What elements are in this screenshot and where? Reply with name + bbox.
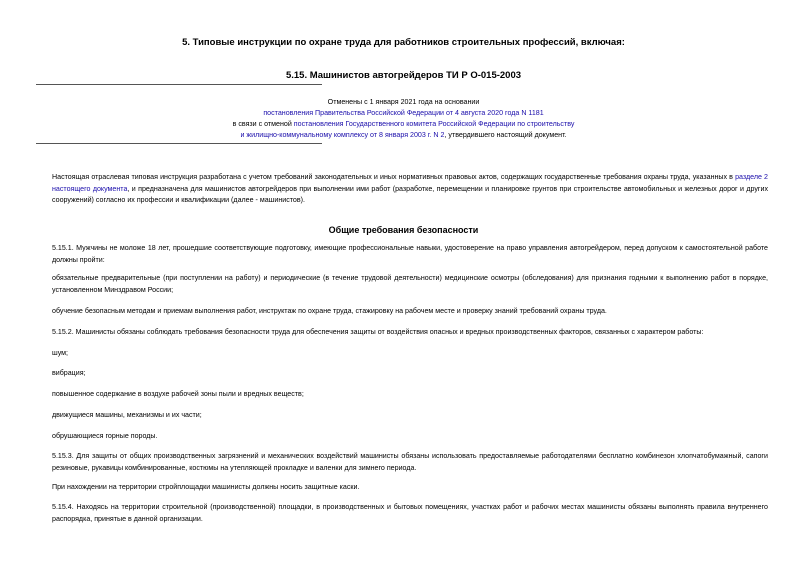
factor-noise: шум; [52, 349, 69, 357]
paragraph-5-15-2: 5.15.2. Машинисты обязаны соблюдать требования безопасности труда для обеспечения защиты от воздействия опасных и вредных производственных факторов, связанных с характером работы: [52, 328, 704, 336]
factor-vibration: вибрация; [52, 369, 86, 377]
gosstroy-decree-link-cont[interactable]: и жилищно-коммунальному комплексу от 8 января 2003 г. N 2 [240, 131, 445, 139]
intro-paragraph [52, 172, 768, 207]
government-decree-link[interactable]: постановления Правительства Российской Федерации от 4 августа 2020 года N 1181 [263, 109, 544, 117]
repeal-note-tail: , утвердившего настоящий документ. [444, 131, 567, 139]
divider-top [36, 84, 322, 85]
factor-machinery: движущиеся машины, механизмы и их части; [52, 411, 202, 419]
repeal-note-text: в связи с отменой [232, 120, 294, 128]
paragraph-helmets: При нахождении на территории стройплощадки машинисты должны носить защитные каски. [52, 483, 360, 491]
gosstroy-decree-link[interactable]: постановления Государственного комитета Российской Федерации по строительству [293, 120, 575, 128]
section-2-link[interactable]: разделе 2 настоящего документа [52, 173, 768, 193]
document-heading: 5. Типовые инструкции по охране труда для работников строительных профессий, включая: [182, 37, 625, 48]
repeal-note-line-4 [0, 129, 807, 141]
paragraph-5-15-1: 5.15.1. Мужчины не моложе 18 лет, прошедшие соответствующие подготовку, имеющие профессиональные навыки, удостоверение на право управления автогрейдером, перед допуском к самостоятельной работе должны пройти: [52, 244, 768, 264]
intro-text-2: , и предназначена для машинистов автогрейдеров при выполнении ими работ (разработке, перемещении и планировке грунтов при строительстве автомобильных и железных дорог и других сооружений) согласно их профессии и квалификации (далее - машинистов). [52, 184, 768, 205]
paragraph-5-15-3: 5.15.3. Для защиты от общих производственных загрязнений и механических воздействий машинисты обязаны использовать предоставляемые работодателями бесплатно комбинезон хлопчатобумажный, сапоги резиновые, рукавицы комбинированные, костюмы на утепляющей прокладке и валенки для зимнего периода. [52, 452, 768, 472]
factor-dust: повышенное содержание в воздухе рабочей зоны пыли и вредных веществ; [52, 390, 304, 398]
paragraph-medical: обязательные предварительные (при поступлении на работу) и периодические (в течение трудовой деятельности) медицинские осмотры (обследования) для признания годными к выполнению работ в порядке, установленном Минздравом России; [52, 274, 768, 294]
divider-bottom [36, 143, 322, 144]
repeal-note-line-1: Отменены с 1 января 2021 года на основании [327, 98, 480, 106]
paragraph-5-15-4: 5.15.4. Находясь на территории строительной (производственной) площадки, в производственных и бытовых помещениях, участках работ и рабочих местах машинисты обязаны выполнять правила внутреннего распорядка, принятые в данной организации. [52, 503, 768, 523]
document-subheading: 5.15. Машинистов автогрейдеров ТИ Р О-015-2003 [285, 70, 522, 81]
section-title: Общие требования безопасности [328, 225, 479, 235]
paragraph-training: обучение безопасным методам и приемам выполнения работ, инструктаж по охране труда, стажировку на рабочем месте и проверку знаний требований охраны труда. [52, 307, 607, 315]
intro-text-1: Настоящая отраслевая типовая инструкция разработана с учетом требований законодательных и иных нормативных правовых актов, содержащих государственные требования охраны труда, указанных в [52, 173, 736, 181]
factor-rocks: обрушающиеся горные породы. [52, 432, 158, 440]
